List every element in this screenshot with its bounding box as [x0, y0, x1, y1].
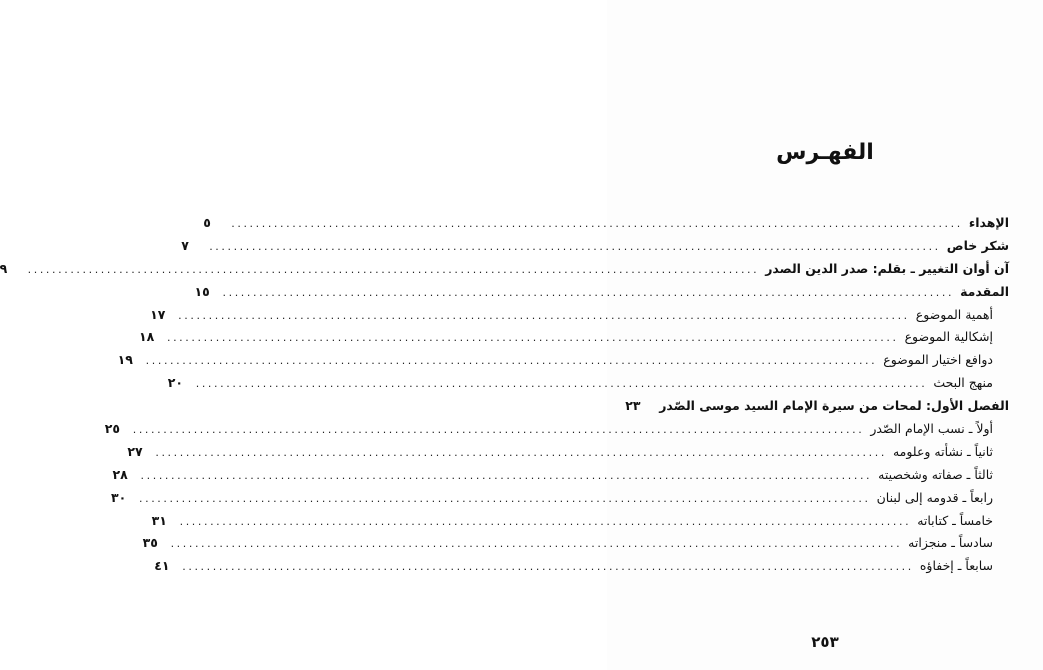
toc-entry-title: ثالثاً ـ صفاته وشخصيته	[878, 466, 993, 482]
toc-entry-page: ١٧	[150, 306, 166, 322]
toc-entry	[138, 326, 1009, 349]
toc-entry-title: شكر خاص	[946, 237, 1009, 253]
dot-leader: ........................................................................................................................	[139, 491, 871, 505]
toc-entry	[112, 464, 1009, 487]
toc-entry-page: ٢٥	[104, 421, 120, 437]
toc-entry-title: أولاً ـ نسب الإمام الصّدر	[870, 421, 993, 437]
dot-leader: ........................................................................................................................	[27, 262, 760, 276]
toc-entry-page: ٢٣	[625, 398, 641, 414]
toc-entry	[154, 555, 1009, 578]
dot-leader: ........................................................................................................................	[140, 468, 873, 482]
toc-entry	[117, 349, 1009, 372]
toc-entry-title: الفصل الأول: لمحات من سيرة الإمام السيد موسى الصّدر	[659, 398, 1009, 414]
dot-leader: ........................................................................................................................	[182, 560, 914, 574]
toc-entry-page: ١٩	[117, 352, 133, 368]
toc-entry-title: ثانياً ـ نشأته وعلومه	[892, 443, 993, 459]
toc-entry-title: أهمية الموضوع	[915, 306, 993, 322]
toc-entry-title: منهج البحث	[933, 375, 993, 391]
toc-entry	[625, 395, 1009, 418]
dot-leader: ........................................................................................................................	[222, 285, 955, 299]
toc-entry	[181, 235, 1009, 258]
page-title: الفهـرس	[776, 140, 874, 165]
dot-leader: ........................................................................................................................	[145, 354, 878, 368]
dot-leader: ........................................................................................................................	[178, 308, 910, 322]
toc-entry-page: ٢٨	[112, 466, 128, 482]
toc-entry	[104, 418, 1009, 441]
toc-entry-title: رابعاً ـ قدومه إلى لبنان	[876, 489, 993, 505]
dot-leader: ........................................................................................................................	[166, 331, 899, 345]
dot-leader: ........................................................................................................................	[132, 423, 865, 437]
toc-entry-title: آن أوان التغيير ـ بقلم: صدر الدين الصدر	[765, 260, 1009, 276]
toc-entry	[142, 532, 1009, 555]
toc-entry-page: ٣٠	[111, 489, 127, 505]
toc-entry	[127, 441, 1009, 464]
toc-entry	[151, 510, 1009, 533]
toc-entry-title: المقدمة	[960, 283, 1009, 299]
toc-entry-page: ١٨	[138, 329, 155, 345]
table-of-contents	[0, 212, 1009, 578]
toc-entry-title: الإهداء	[968, 215, 1009, 230]
toc-entry-title: دوافع اختيار الموضوع	[883, 352, 993, 368]
toc-entry-page: ٥	[203, 215, 211, 230]
dot-leader: ........................................................................................................................	[179, 514, 912, 528]
toc-entry	[111, 487, 1009, 510]
toc-entry	[150, 304, 1009, 327]
toc-entry-page: ٢٠	[167, 375, 183, 391]
dot-leader: ........................................................................................................................	[209, 239, 941, 253]
toc-entry	[167, 372, 1009, 395]
toc-entry-page: ٧	[181, 237, 189, 253]
toc-entry-title: خامساً ـ كتاباته	[917, 512, 993, 528]
toc-entry-title: إشكالية الموضوع	[904, 329, 993, 345]
toc-entry-title: سابعاً ـ إخفاؤه	[919, 558, 993, 574]
dot-leader: ........................................................................................................................	[155, 445, 887, 459]
toc-entry	[194, 281, 1009, 304]
toc-entry-page: ١٥	[194, 283, 210, 299]
page-number: ٢٥٣	[811, 633, 839, 651]
toc-entry-page: ٣٥	[142, 535, 158, 551]
toc-entry	[203, 212, 1009, 235]
dot-leader: ........................................................................................................................	[195, 377, 928, 391]
toc-entry-page: ٤١	[154, 558, 170, 574]
toc-entry	[0, 258, 1009, 281]
toc-entry-title: سادساً ـ منجزاته	[908, 535, 993, 551]
toc-entry-page: ٩	[0, 260, 8, 276]
toc-entry-page: ٢٧	[127, 443, 143, 459]
dot-leader: ........................................................................................................................	[231, 217, 963, 230]
toc-entry-page: ٣١	[151, 512, 167, 528]
dot-leader: ........................................................................................................................	[170, 537, 903, 551]
